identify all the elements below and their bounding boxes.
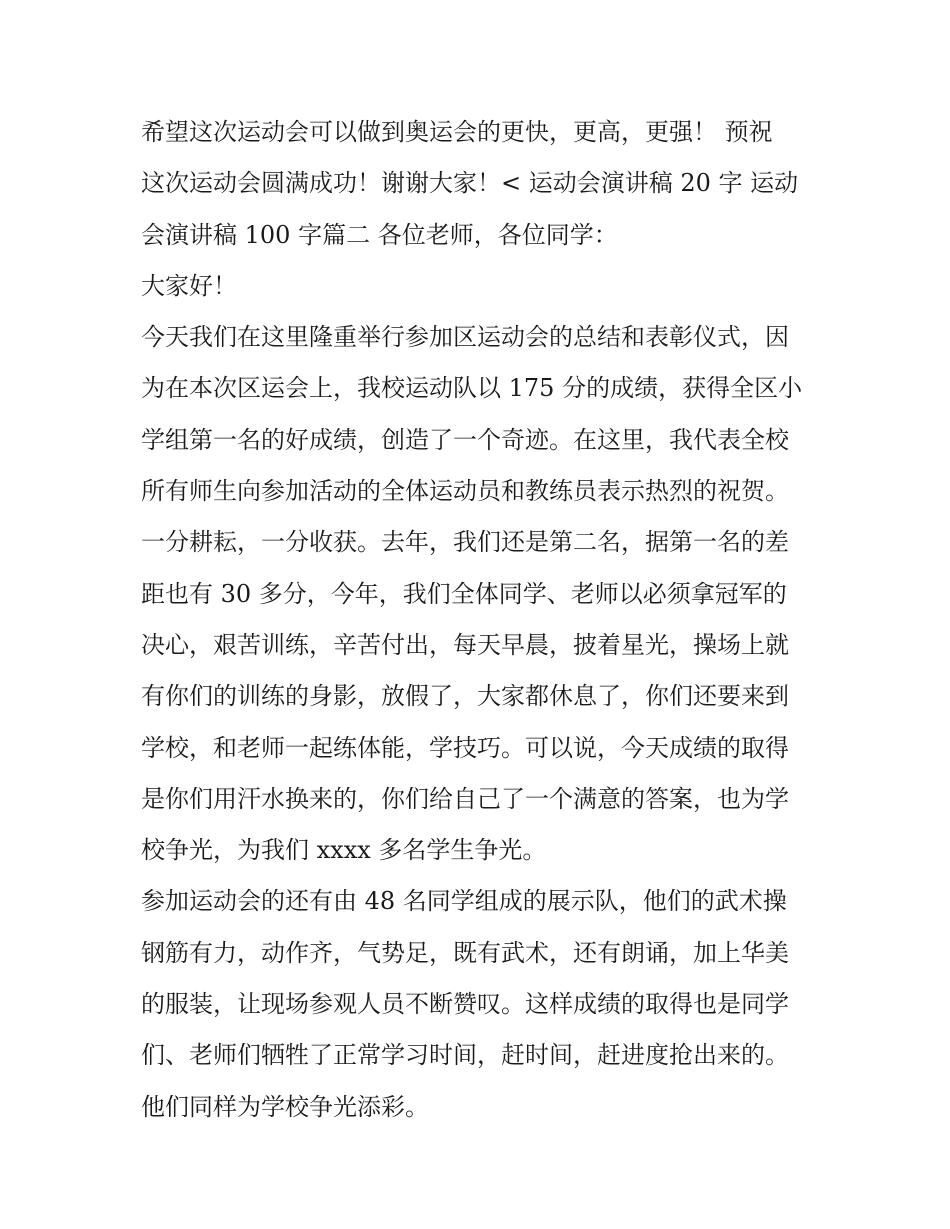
- text-line: 一分耕耘，一分收获。去年，我们还是第二名，据第一名的差: [141, 528, 789, 557]
- text-line: 是你们用汗水换来的，你们给自己了一个满意的答案，也为学: [141, 784, 789, 813]
- text-line: 希望这次运动会可以做到奥运会的更快，更高，更强！ 预祝: [141, 118, 773, 146]
- text-line: 大家好！: [141, 271, 237, 300]
- text-line: 他们同样为学校争光添彩。: [141, 1092, 429, 1121]
- text-line: 所有师生向参加活动的全体运动员和教练员表示热烈的祝贺。: [141, 477, 789, 506]
- text-line: 今天我们在这里隆重举行参加区运动会的总结和表彰仪式，因: [141, 323, 789, 352]
- text-line: 距也有 30 多分，今年，我们全体同学、老师以必须拿冠军的: [141, 579, 787, 608]
- text-line: 们、老师们牺牲了正常学习时间，赶时间，赶进度抢出来的。: [141, 1041, 789, 1070]
- text-line: 学组第一名的好成绩，创造了一个奇迹。在这里，我代表全校: [141, 425, 789, 454]
- text-line: 的服装，让现场参观人员不断赞叹。这样成绩的取得也是同学: [141, 990, 789, 1019]
- text-line: 参加运动会的还有由 48 名同学组成的展示队，他们的武术操: [141, 887, 787, 916]
- text-line: 为在本次区运会上，我校运动队以 175 分的成绩，获得全区小: [141, 374, 803, 403]
- text-line: 学校，和老师一起练体能，学技巧。可以说，今天成绩的取得: [141, 733, 789, 762]
- text-line: 有你们的训练的身影，放假了，大家都休息了，你们还要来到: [141, 682, 789, 711]
- text-line: 决心，艰苦训练，辛苦付出，每天早晨，披着星光，操场上就: [141, 630, 789, 659]
- text-line: 钢筋有力，动作齐，气势足，既有武术，还有朗诵，加上华美: [141, 938, 789, 967]
- document-body: [141, 107, 821, 1133]
- text-line: 会演讲稿 100 字篇二 各位老师，各位同学：: [141, 220, 618, 249]
- text-line: 这次运动会圆满成功！谢谢大家！< 运动会演讲稿 20 字 运动: [141, 169, 799, 198]
- text-line: 校争光，为我们 xxxx 多名学生争光。: [141, 836, 547, 865]
